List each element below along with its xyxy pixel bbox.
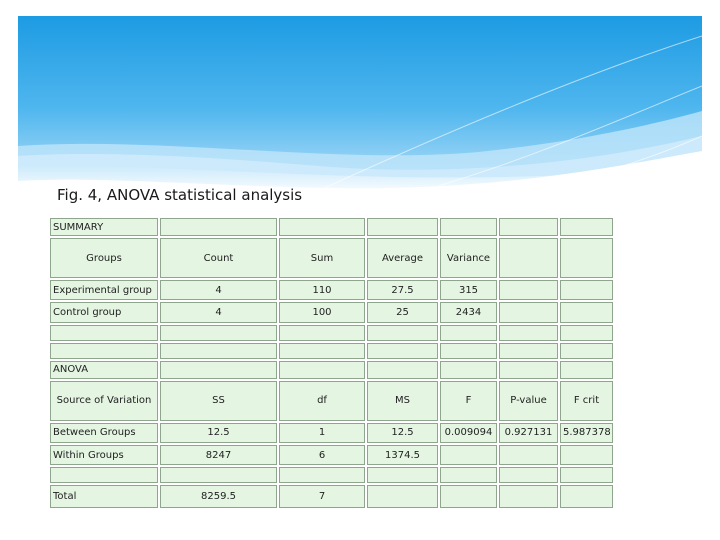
table-cell	[367, 485, 438, 508]
empty-cell	[279, 343, 365, 359]
column-header: SS	[160, 381, 277, 421]
empty-cell	[499, 361, 558, 379]
table-cell: 315	[440, 280, 497, 300]
empty-cell	[560, 218, 613, 236]
empty-cell	[367, 343, 438, 359]
table-cell: 5.987378	[560, 423, 613, 443]
row-label: Within Groups	[50, 445, 158, 465]
table-row	[50, 445, 613, 465]
column-header: Variance	[440, 238, 497, 278]
table-cell: 12.5	[367, 423, 438, 443]
table-cell: 100	[279, 302, 365, 322]
empty-cell	[279, 325, 365, 341]
column-header: Source of Variation	[50, 381, 158, 421]
column-header: Count	[160, 238, 277, 278]
table-cell	[560, 445, 613, 465]
empty-cell	[499, 302, 558, 322]
empty-cell	[560, 467, 613, 483]
table-cell: 12.5	[160, 423, 277, 443]
table-cell	[560, 485, 613, 508]
empty-cell	[50, 343, 158, 359]
table-cell: 27.5	[367, 280, 438, 300]
anova-header-row	[50, 381, 613, 421]
empty-cell	[160, 325, 277, 341]
empty-cell	[440, 325, 497, 341]
anova-table	[48, 216, 615, 510]
table-cell: 8247	[160, 445, 277, 465]
empty-cell	[499, 238, 558, 278]
empty-cell	[367, 218, 438, 236]
empty-cell	[160, 361, 277, 379]
column-header: F crit	[560, 381, 613, 421]
empty-cell	[560, 361, 613, 379]
empty-cell	[50, 325, 158, 341]
table-cell	[440, 485, 497, 508]
table-cell: 110	[279, 280, 365, 300]
empty-cell	[499, 343, 558, 359]
table-cell	[499, 485, 558, 508]
empty-cell	[560, 302, 613, 322]
empty-cell	[160, 467, 277, 483]
table-cell: 2434	[440, 302, 497, 322]
table-row	[50, 302, 613, 322]
empty-cell	[279, 218, 365, 236]
empty-cell	[160, 343, 277, 359]
table-row	[50, 423, 613, 443]
table-cell	[499, 445, 558, 465]
empty-cell	[499, 467, 558, 483]
anova-label: ANOVA	[50, 361, 158, 379]
column-header: Average	[367, 238, 438, 278]
table-cell	[440, 445, 497, 465]
table-cell: 25	[367, 302, 438, 322]
table-cell: 4	[160, 302, 277, 322]
table-cell: 7	[279, 485, 365, 508]
column-header: Groups	[50, 238, 158, 278]
column-header: Sum	[279, 238, 365, 278]
empty-cell	[499, 325, 558, 341]
row-label: Between Groups	[50, 423, 158, 443]
table-cell: 1374.5	[367, 445, 438, 465]
row-label: Experimental group	[50, 280, 158, 300]
column-header: P-value	[499, 381, 558, 421]
empty-cell	[367, 361, 438, 379]
row-label: Total	[50, 485, 158, 508]
empty-cell	[279, 467, 365, 483]
empty-row	[50, 343, 613, 359]
column-header: df	[279, 381, 365, 421]
empty-row	[50, 467, 613, 483]
summary-header-row	[50, 238, 613, 278]
summary-label: SUMMARY	[50, 218, 158, 236]
empty-cell	[560, 238, 613, 278]
table-cell: 0.927131	[499, 423, 558, 443]
table-cell: 0.009094	[440, 423, 497, 443]
table-cell: 8259.5	[160, 485, 277, 508]
table-cell: 4	[160, 280, 277, 300]
empty-cell	[499, 280, 558, 300]
summary-label-row	[50, 218, 613, 236]
empty-cell	[440, 343, 497, 359]
header-banner	[18, 16, 702, 196]
anova-label-row	[50, 361, 613, 379]
empty-cell	[367, 325, 438, 341]
empty-row	[50, 325, 613, 341]
empty-cell	[50, 467, 158, 483]
empty-cell	[560, 343, 613, 359]
table-cell: 6	[279, 445, 365, 465]
column-header: MS	[367, 381, 438, 421]
row-label: Control group	[50, 302, 158, 322]
empty-cell	[499, 218, 558, 236]
empty-cell	[560, 280, 613, 300]
empty-cell	[440, 218, 497, 236]
empty-cell	[560, 325, 613, 341]
empty-cell	[367, 467, 438, 483]
table-row	[50, 485, 613, 508]
empty-cell	[440, 467, 497, 483]
empty-cell	[279, 361, 365, 379]
empty-cell	[440, 361, 497, 379]
table-row	[50, 280, 613, 300]
figure-caption: Fig. 4, ANOVA statistical analysis	[57, 186, 303, 204]
column-header: F	[440, 381, 497, 421]
empty-cell	[160, 218, 277, 236]
table-cell: 1	[279, 423, 365, 443]
